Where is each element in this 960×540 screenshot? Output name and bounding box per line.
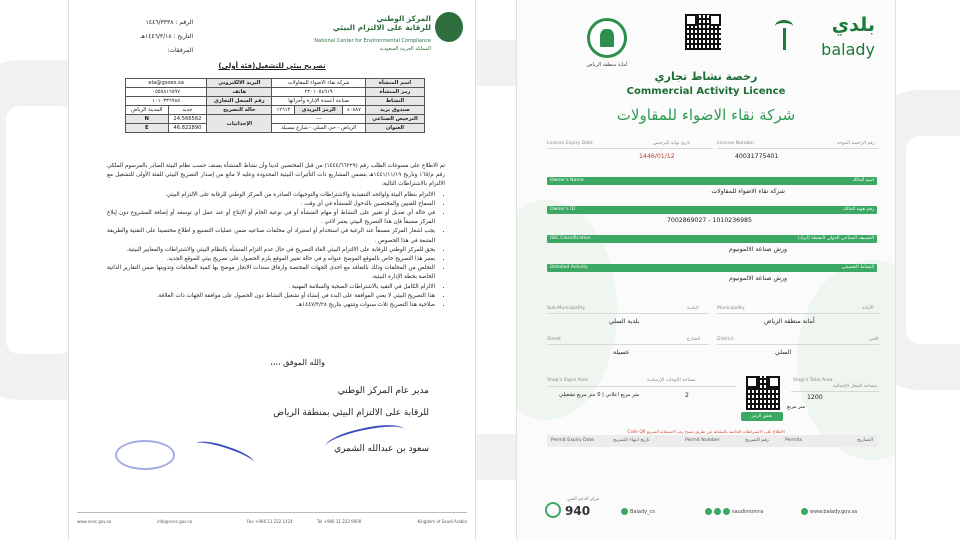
condition-item: • الالزام الكامل في التقيد بالاشتراطات الصحية والسلامة المهنية . [107, 283, 435, 292]
divider [717, 344, 879, 345]
environmental-permit-page [68, 0, 476, 540]
condition-item: • هذا التصريح البيئي لا يعني الموافقة على البدء في إنشاء أو تشغيل النشاط دون الحصول على موافقة الجهات ذات العلاقة. [107, 292, 435, 301]
callcenter-label: مركز الدعم الفني [567, 497, 600, 502]
area-value: 1200 [807, 394, 823, 401]
ref-number: ١٤٤٦/٣٣٣٨ [145, 19, 174, 26]
isic-label-ar: التصنيف الصناعي الدولي لأنشطة (أيزك) [797, 236, 874, 241]
po-box: ٤٠٨٨٧ [342, 106, 365, 115]
e-value: 46.822890 [168, 124, 207, 133]
verify-qr-icon[interactable] [746, 376, 780, 410]
official-stamp-icon [115, 440, 175, 470]
area-unit: متر مربع [787, 404, 806, 410]
globe-icon [801, 508, 808, 515]
youtube-icon [705, 508, 712, 515]
permits-en: Permits [785, 438, 803, 443]
footer-fax: Fax +966 11 222 1424 [247, 519, 293, 524]
licence-title-ar: رخصة نشاط تجاري [654, 70, 758, 83]
divider [547, 344, 709, 345]
activity-label-en: Detailed Activity [550, 265, 588, 270]
area-label-ar: مساحة المحل الإجمالية [833, 384, 877, 389]
submunicipality-label-ar: البلدية [687, 306, 699, 311]
licence-title-en: Commercial Activity Licence [626, 86, 786, 97]
owner-name-value: شركة نقاء الاضواء للمقاولات [711, 188, 785, 195]
signature-scribble-2 [194, 437, 255, 469]
condition-item: • يجب اشعار المركز مسبقاً عند الرغبة في استخدام أو استيراد أي مخلفات صناعيه ضمن عمليات التصنيع و اطلاع مختصينا على التقنية والطريقة المتبعة في هذا الخصوص . [107, 227, 435, 245]
permit-expiry-en: Permit Expiry Date [551, 438, 595, 443]
facility-email: ela@gsoes.sa [126, 79, 207, 88]
owner-name-label-en: Owner's Name [550, 178, 584, 183]
phone-label: هاتف [207, 88, 272, 97]
number-label-ar: رقم الرخصة الموحد [837, 141, 875, 146]
website-link[interactable] [801, 508, 857, 515]
permit-status: جديد [168, 106, 207, 115]
n-value: 24.566562 [168, 115, 207, 124]
expiry-value: 1446/01/12 [639, 153, 675, 160]
municipality-label-en: Municipality [717, 306, 745, 311]
social-handle: saudimomra [732, 509, 764, 515]
phone-icon [545, 502, 561, 518]
blessing-text: والله الموفق ،،،، [270, 358, 325, 367]
condition-item: • صلاحية هذا التصريح ثلاث سنوات وتنتهي بتاريخ ١٤٤٧/٣/٢٨هـ. [107, 301, 435, 310]
divider [547, 148, 713, 149]
country-name: المملكة العربية السعودية [379, 46, 431, 52]
facility-table [125, 78, 425, 133]
e-label: E [126, 124, 169, 133]
website-url: www.balady.gov.sa [810, 509, 858, 515]
brand-en: balady [821, 40, 875, 59]
divider [547, 313, 709, 314]
facility-cr: ١٠١٠٣٣٦٩٨٥ [126, 97, 207, 106]
instagram-icon [723, 508, 730, 515]
signatory-name: سعود بن عبدالله الشمري [334, 444, 429, 454]
owner-name-band [547, 177, 877, 185]
city-label: المدينة [147, 107, 163, 113]
municipality-label-ar: الأمانة [862, 306, 874, 311]
cr-label: رقم السجل التجاري [207, 97, 272, 106]
facility-phone: ٠٥٥٥٨١٦٥٩٧ [126, 88, 207, 97]
permits-table-header [547, 435, 877, 447]
attachments-label: المرفقات: [167, 47, 193, 54]
activity-value: ورش صناعة الالمونيوم [728, 275, 787, 282]
expiry-label-ar: تاريخ نهاية الترخيص [653, 141, 691, 146]
facility-code: ٢٢٠١٠٥٤٩١٩ [272, 88, 366, 97]
permit-number-ar: رقم التصريح [745, 438, 769, 443]
street-label-ar: الشارع [687, 337, 701, 342]
owner-id-label-en: Owner's ID [550, 207, 576, 212]
amana-logo-icon [587, 18, 627, 58]
signs-value-2: متر مربع اعلاني | 0 متر مربع تشغيلي [559, 392, 640, 398]
qr-warning: الاطلاع على الاشتراطات الخاصة بالنشاط عن طريق مسح رمز الاستجابة السريع Code QR [627, 429, 785, 434]
industrial-license: --- [272, 115, 366, 124]
signature-title-2: للرقابة على الالتزام البيئي بمنطقة الرياض [273, 408, 429, 418]
n-label: N [126, 115, 169, 124]
facility-activity: صناعة أعمدة الإنارة وأجزائها [272, 97, 366, 106]
social-link[interactable] [705, 508, 763, 515]
twitter-icon [621, 508, 628, 515]
condition-item: • في حالة أي تعديل أو تغيير على النشاط أو مهام المنشأة أو في نوعية الخام أو الإنتاج أو عند عمل أي توسعه أو إضافة للمشروع دون إبلاغ المركز مسبقاً فإن هذا التصريح البيئي يعتبر لاغي . [107, 209, 435, 227]
org-name-en: National Center for Environmental Compliance [314, 38, 431, 44]
facebook-icon [714, 508, 721, 515]
area-label-en: Shop's Total Area [793, 378, 833, 383]
submunicipality-label-en: Sub-Municipality [547, 306, 586, 311]
permit-header [77, 8, 467, 60]
industrial-license-label: الترخيص الصناعي [365, 115, 424, 124]
twitter-handle: Balady_cs [630, 509, 655, 515]
owner-name-label-ar: اسم المالك [852, 178, 874, 183]
divider [717, 148, 879, 149]
verify-code-button[interactable]: تحقق الرمز [741, 412, 783, 421]
condition-item: • يعتبر هذا التصريح خاص بالموقع الموضح عنوانه و في حالة تغيير الموقع يلزم الحصول على تصريح بيئي للموقع الجديد. [107, 255, 435, 264]
commercial-licence-page [516, 0, 896, 540]
footer-email: info@ncec.gov.sa [157, 519, 193, 524]
footer-address: Kingdom of Saudi Arabia [417, 519, 467, 524]
facility-address: الرياض - حي السلي - شارع مسيلة [272, 124, 366, 133]
licence-footer [539, 496, 877, 524]
permit-intro: تم الاطلاع على مسوغات الطلب رقم (١٤٤٤/٦٦٢٢٩) من قبل المختصين لدينا وأن نشاط المنشأة يصنف حسب نظام البيئة الصادر بالمرسوم الملكي رقم م/١٦٥ وتاريخ ١٤٤١/١١/١٩هـ بتضمن المشاريع ذات التأثيرات البيئية المحدودة وعليه لا مانع من إصدار التصريح البيئي للفئة الأولى للتشغيل مع الالتزام بالاشتراطات التالية: [107, 163, 445, 188]
org-name-line1: المركز الوطني [376, 14, 431, 23]
signs-label-en: Shop's Signs Area [547, 378, 589, 383]
activity-label-ar: النشاط التفصيلي [841, 265, 874, 270]
email-label: البريد الالكتروني [207, 79, 272, 88]
permit-date: ١٤٤٦/٣/١٨هـ [140, 33, 172, 40]
condition-item: • يحق للمركز الوطني للرقابة على الالتزام البيئي الغاء التصريح في حال عدم التزام المنشأة بالنظام البيئي والاشتراطات والمعايير البيئية. [107, 246, 435, 255]
facility-name-label: اسم المنشأة [365, 79, 424, 88]
condition-item: • الالتزام بنظام البيئة ولوائحه التنفيذية والاشتراطات والتوجيهات الصادرة من المركز الوطني للرقابة على الالتزام البيئي. [107, 191, 435, 200]
number-label-en: License Number [717, 141, 755, 146]
amana-caption: أمانة منطقة الرياض [586, 62, 628, 68]
footer-tel: Tel +966 11 222 9000 [317, 519, 362, 524]
divider [547, 386, 737, 387]
po-box-label: صندوق بريد [365, 106, 424, 115]
signs-label-ar: مساحة اللوحات الإرشادية [647, 378, 696, 383]
owner-id-label-ar: رقم هوية المالك [843, 207, 874, 212]
org-name-line2: للرقابة على الالتزام البيئي [332, 23, 431, 32]
facility-code-label: رمز المنشأة [365, 88, 424, 97]
owner-id-value: 7002869027 - 1010236985 [667, 217, 752, 224]
qr-code-icon [685, 14, 721, 50]
palm-logo-icon [773, 18, 795, 50]
address-label: العنوان [365, 124, 424, 133]
divider [791, 391, 879, 392]
isic-label-en: ISIC Classification [550, 236, 591, 241]
zip-label: الرمز البريدي [295, 106, 342, 115]
activity-band [547, 264, 877, 272]
divider [717, 313, 879, 314]
district-value: السلي [775, 349, 792, 356]
permit-number-en: Permit Number [685, 438, 720, 443]
permits-ar: التصاريح [857, 438, 873, 443]
city [126, 106, 169, 115]
permit-footer [77, 512, 467, 534]
coords-label: الإحداثيات [207, 115, 272, 133]
permit-expiry-ar: تاريخ انتهاء التصريح [613, 438, 650, 443]
activity-label: النشاط [365, 97, 424, 106]
permit-body [107, 162, 445, 310]
municipality-value: أمانة منطقة الرياض [764, 318, 815, 325]
footer-web: www.ncec.gov.sa [77, 519, 112, 524]
zip: ١٢٦١٢ [272, 106, 295, 115]
ncec-logo-icon [435, 12, 463, 42]
twitter-link[interactable] [621, 508, 655, 515]
street-value: عسيلة [613, 349, 630, 356]
permit-org-name [281, 14, 431, 32]
facility-name: شركة نقاء الاضواء للمقاولات [272, 79, 366, 88]
number-value: 40031775401 [735, 153, 779, 160]
street-label-en: Street [547, 337, 561, 342]
brand-ar: بلدي [831, 14, 875, 36]
district-label-en: District [717, 337, 734, 342]
submunicipality-value: بلدية السلي [609, 318, 640, 325]
permit-conditions [107, 191, 445, 311]
permit-meta [83, 16, 193, 58]
signs-value: 2 [685, 392, 689, 399]
condition-item: • التخلص من المخلفات وذلك بالتعاقد مع احدى الجهات المختصة وارفاق سندات الانجاز موضح بها كمية المخلفات وتدوينها ضمن التقارير الذاتية الخاصة بخطة الإدارة البيئية. [107, 264, 435, 282]
company-name: شركة نقاء الاضواء للمقاولات [616, 106, 796, 124]
owner-id-band [547, 206, 877, 214]
city-value: الرياض [131, 107, 147, 113]
permit-status-label: حالة التصريح [207, 106, 272, 115]
expiry-label-en: License Expiry Date [547, 141, 593, 146]
condition-item: • السماح للفنيين والمختصين بالدخول للمنشأة في أي وقت . [107, 200, 435, 209]
district-label-ar: الحي [869, 337, 879, 342]
callcenter-number[interactable]: 940 [565, 504, 591, 518]
isic-value: ورش صناعة الالمونيوم [728, 246, 787, 253]
signature-title-1: مدير عام المركز الوطني [337, 386, 429, 396]
permit-title: تصريح بيئي للتشغيل(فئة أولى) [218, 62, 326, 70]
ref-label: الرقم : [175, 19, 193, 26]
isic-band [547, 235, 877, 243]
date-label: التاريخ : [173, 33, 193, 40]
